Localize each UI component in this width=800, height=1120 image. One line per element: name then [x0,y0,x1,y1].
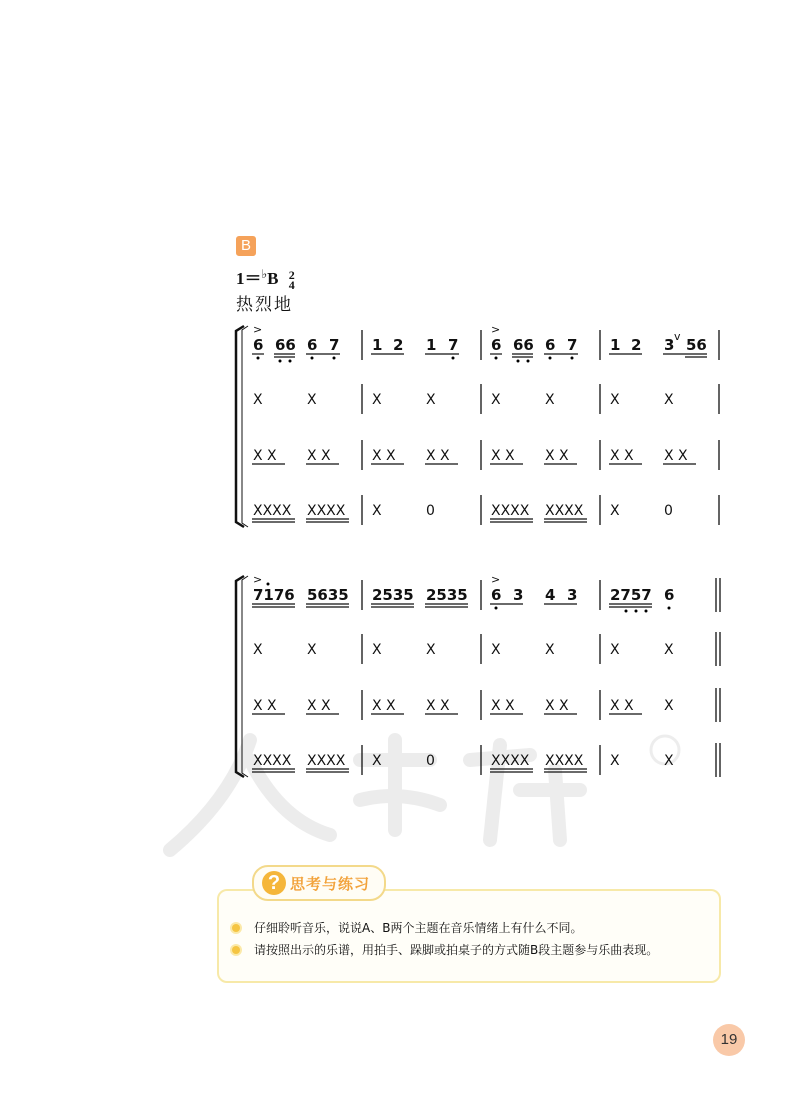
svg-text:7: 7 [567,336,578,354]
watermark [170,736,679,850]
svg-text:X X: X X [372,448,396,464]
svg-text:6: 6 [664,586,675,604]
svg-text:7: 7 [448,336,459,354]
svg-text:X X: X X [307,698,331,714]
svg-text:0: 0 [426,503,435,519]
svg-text:XXXX: XXXX [307,753,346,769]
svg-text:3: 3 [513,586,524,604]
svg-text:6: 6 [491,336,502,354]
svg-text:6: 6 [545,336,556,354]
svg-text:X: X [545,392,555,408]
system-1-brace-inner [242,326,248,527]
svg-text:2535: 2535 [426,586,468,604]
svg-text:X: X [426,642,436,658]
svg-text:X: X [610,503,620,519]
system-1 [236,323,719,527]
svg-text:XXXX: XXXX [545,503,584,519]
key-note: B [267,269,279,288]
svg-text:X X: X X [545,448,569,464]
svg-text:0: 0 [426,753,435,769]
question-icon: ? [262,871,286,895]
svg-text:XXXX: XXXX [545,753,584,769]
svg-text:1: 1 [610,336,621,354]
svg-text:X: X [610,642,620,658]
svg-text:X X: X X [253,698,277,714]
svg-text:5635: 5635 [307,586,349,604]
svg-text:X: X [253,642,263,658]
practice-title: 思考与练习 [290,874,371,893]
svg-text:X X: X X [491,698,515,714]
svg-text:6: 6 [307,336,318,354]
svg-text:XXXX: XXXX [253,753,292,769]
svg-text:2: 2 [393,336,404,354]
practice-item-text: 仔细聆听音乐，说说A、B两个主题在音乐情绪上有什么不同。 [254,921,583,935]
svg-text:X X: X X [610,448,634,464]
svg-text:X X: X X [372,698,396,714]
svg-text:X: X [253,392,263,408]
svg-text:X: X [664,698,674,714]
svg-text:>: > [491,573,501,586]
svg-text:0: 0 [664,503,673,519]
svg-text:1: 1 [372,336,383,354]
svg-text:3: 3 [567,586,578,604]
practice-header [252,865,386,901]
meter-bottom: 4 [288,278,295,293]
svg-text:4: 4 [545,586,556,604]
svg-text:6: 6 [253,336,264,354]
meter-top: 2 [288,268,295,283]
svg-text:X: X [372,503,382,519]
svg-text:>: > [253,573,263,586]
svg-text:>: > [253,323,263,336]
svg-text:X X: X X [545,698,569,714]
svg-text:X: X [610,753,620,769]
svg-text:X X: X X [253,448,277,464]
svg-text:7176: 7176 [253,586,295,604]
svg-text:X: X [664,642,674,658]
practice-list [232,917,658,961]
svg-text:X: X [372,753,382,769]
svg-text:X: X [307,642,317,658]
practice-item-text: 请按照出示的乐谱，用拍手、跺脚或拍桌子的方式随B段主题参与乐曲表现。 [254,943,659,957]
svg-text:>: > [491,323,501,336]
list-item [232,939,658,961]
svg-text:7: 7 [329,336,340,354]
svg-text:XXXX: XXXX [307,503,346,519]
svg-text:X X: X X [307,448,331,464]
svg-text:X X: X X [426,448,450,464]
svg-text:X: X [664,392,674,408]
svg-text:XXXX: XXXX [491,503,530,519]
svg-text:X: X [610,392,620,408]
key-prefix: 1＝ [236,269,262,288]
svg-text:X X: X X [664,448,688,464]
list-item [232,917,658,939]
bullet-icon [232,946,240,954]
section-label-badge: B [236,236,256,256]
svg-text:X: X [491,642,501,658]
row-3 [252,448,696,464]
svg-text:1: 1 [426,336,437,354]
flat-sign: ♭ [261,267,268,281]
bullet-icon [232,924,240,932]
svg-text:2535: 2535 [372,586,414,604]
svg-text:X X: X X [426,698,450,714]
system-1-brace [236,326,244,527]
tempo-marking: 热烈地 [236,295,293,315]
svg-text:X: X [372,392,382,408]
svg-text:6: 6 [491,586,502,604]
svg-text:X: X [491,392,501,408]
svg-text:X: X [372,642,382,658]
svg-text:XXXX: XXXX [491,753,530,769]
svg-text:XXXX: XXXX [253,503,292,519]
svg-text:56: 56 [686,336,707,354]
svg-text:X: X [545,642,555,658]
svg-text:v: v [674,330,681,343]
svg-text:X X: X X [610,698,634,714]
svg-text:X: X [664,753,674,769]
svg-text:66: 66 [513,336,534,354]
svg-text:2757: 2757 [610,586,652,604]
svg-text:3: 3 [664,336,675,354]
system-2 [236,573,720,777]
page-number: 19 [713,1024,745,1056]
svg-text:X: X [426,392,436,408]
svg-text:66: 66 [275,336,296,354]
svg-text:X: X [307,392,317,408]
svg-text:2: 2 [631,336,642,354]
svg-text:X X: X X [491,448,515,464]
